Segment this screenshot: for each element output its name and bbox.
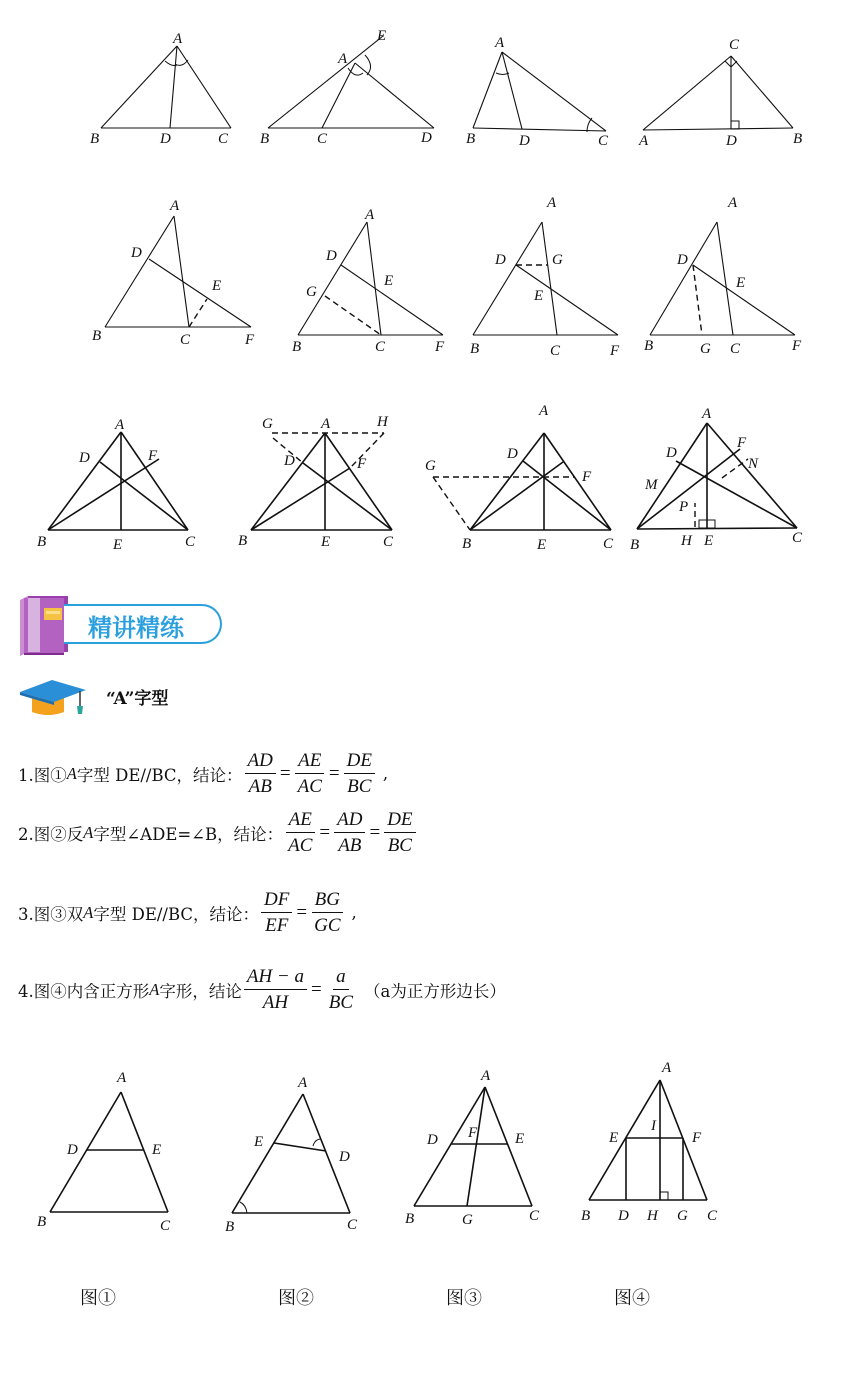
figure-r1-4 bbox=[638, 37, 802, 149]
point-label: C bbox=[729, 37, 740, 53]
point-label: A bbox=[639, 133, 649, 149]
figure-r2-3 bbox=[470, 195, 620, 359]
segment bbox=[650, 222, 717, 335]
point-label: E bbox=[321, 534, 331, 550]
point-label: A bbox=[728, 195, 738, 211]
rule-prefix: 4.图④内含正方形 bbox=[18, 981, 150, 1001]
point-label: G bbox=[552, 252, 563, 268]
rule-4 bbox=[18, 967, 506, 1012]
point-label: C bbox=[317, 131, 328, 147]
rule-letter: A bbox=[149, 979, 160, 999]
right-angle-mark bbox=[699, 520, 707, 528]
point-label: B bbox=[581, 1208, 591, 1224]
point-label: D bbox=[131, 245, 142, 261]
point-label: D bbox=[519, 133, 530, 149]
figure-fig2 bbox=[225, 1075, 358, 1235]
point-label: F bbox=[245, 332, 255, 348]
segment bbox=[502, 52, 522, 129]
segment bbox=[101, 46, 177, 128]
equals-sign: = bbox=[328, 762, 340, 784]
point-label: A bbox=[321, 416, 331, 432]
point-label: F bbox=[737, 435, 747, 451]
equals-sign: = bbox=[296, 901, 308, 923]
point-label: M bbox=[645, 477, 658, 493]
point-label: B bbox=[225, 1219, 235, 1235]
point-label: B bbox=[793, 131, 803, 147]
segment bbox=[268, 36, 383, 128]
segment bbox=[367, 222, 381, 335]
segment bbox=[473, 52, 502, 128]
segment bbox=[707, 423, 797, 528]
section-banner bbox=[18, 594, 228, 658]
dashed-segment bbox=[325, 296, 381, 335]
equals-sign: = bbox=[279, 762, 291, 784]
point-label: D bbox=[67, 1142, 78, 1158]
segment bbox=[232, 1094, 303, 1213]
figure-fig4 bbox=[581, 1060, 718, 1224]
point-label: A bbox=[170, 198, 180, 214]
segment bbox=[100, 462, 188, 530]
dashed-segment bbox=[350, 433, 384, 468]
rule-2 bbox=[18, 810, 424, 855]
point-label: C bbox=[185, 534, 196, 550]
figure-r3-3 bbox=[425, 403, 614, 553]
point-label: E bbox=[113, 537, 123, 553]
figure-r1-2 bbox=[260, 28, 434, 147]
point-label: C bbox=[347, 1217, 358, 1233]
point-label: B bbox=[292, 339, 302, 355]
point-label: G bbox=[425, 458, 436, 474]
point-label: C bbox=[529, 1208, 540, 1224]
rule-prefix: 3.图③双 bbox=[18, 904, 84, 924]
figure-r2-1 bbox=[92, 198, 255, 348]
rule-text: 字型 DE//BC，结论： bbox=[76, 765, 243, 785]
fraction: $\frac{AE}{AC}$ bbox=[285, 810, 315, 855]
point-label: D bbox=[284, 453, 295, 469]
fraction: $\frac{AH - a}{AH}$ bbox=[244, 967, 307, 1012]
point-label: C bbox=[792, 530, 803, 546]
rule-letter: A bbox=[83, 822, 94, 842]
figure-caption-3: 图③ bbox=[446, 1288, 482, 1309]
equals-sign: = bbox=[319, 821, 331, 843]
segment bbox=[274, 1143, 326, 1151]
point-label: C bbox=[707, 1208, 718, 1224]
right-angle-mark bbox=[731, 121, 739, 129]
segment bbox=[251, 433, 325, 530]
point-label: A bbox=[662, 1060, 672, 1076]
point-label: A bbox=[338, 51, 348, 67]
point-label: G bbox=[462, 1212, 473, 1228]
point-label: D bbox=[726, 133, 737, 149]
fraction: $\frac{AE}{AC}$ bbox=[295, 751, 325, 796]
point-label: A bbox=[702, 406, 712, 422]
point-label: E bbox=[537, 537, 547, 553]
segment bbox=[303, 463, 392, 530]
figure-r1-3 bbox=[466, 35, 609, 149]
fraction: $\frac{a}{BC}$ bbox=[328, 966, 353, 1013]
point-label: D bbox=[421, 130, 432, 146]
segment bbox=[717, 222, 733, 335]
point-label: B bbox=[90, 131, 100, 147]
graduation-cap-icon bbox=[18, 676, 88, 716]
point-label: F bbox=[435, 339, 445, 355]
point-label: F bbox=[582, 469, 592, 485]
point-label: E bbox=[515, 1131, 525, 1147]
segment bbox=[325, 433, 392, 530]
point-label: G bbox=[306, 284, 317, 300]
figure-r2-2 bbox=[292, 207, 445, 355]
segment bbox=[121, 432, 188, 530]
point-label: B bbox=[466, 131, 476, 147]
segment bbox=[542, 222, 557, 335]
rule-suffix: , bbox=[351, 903, 357, 922]
segment bbox=[414, 1087, 485, 1206]
point-label: C bbox=[160, 1218, 171, 1234]
rule-prefix: 2.图②反 bbox=[18, 824, 84, 844]
point-label: E bbox=[534, 288, 544, 304]
point-label: N bbox=[748, 456, 759, 472]
point-label: B bbox=[644, 338, 654, 354]
segment bbox=[170, 46, 177, 128]
dashed-segment bbox=[433, 477, 470, 530]
point-label: D bbox=[677, 252, 688, 268]
segment bbox=[467, 1087, 485, 1206]
figure-r1-1 bbox=[90, 31, 231, 147]
rule-suffix: , bbox=[382, 764, 389, 783]
point-label: E bbox=[254, 1134, 264, 1150]
point-label: B bbox=[630, 537, 640, 553]
point-label: C bbox=[603, 536, 614, 552]
figure-r3-4 bbox=[630, 406, 803, 553]
point-label: A bbox=[298, 1075, 308, 1091]
right-angle-mark bbox=[707, 520, 715, 528]
segment bbox=[637, 528, 797, 529]
segment bbox=[298, 222, 367, 335]
point-label: C bbox=[218, 131, 229, 147]
point-label: D bbox=[326, 248, 337, 264]
point-label: C bbox=[730, 341, 741, 357]
point-label: B bbox=[462, 536, 472, 552]
segment bbox=[355, 63, 434, 128]
point-label: F bbox=[148, 448, 158, 464]
segment bbox=[676, 461, 797, 528]
segment bbox=[470, 462, 563, 530]
segment bbox=[516, 265, 618, 335]
point-label: G bbox=[677, 1208, 688, 1224]
segment bbox=[48, 432, 121, 530]
fraction: $\frac{AD}{AB}$ bbox=[334, 810, 365, 855]
point-label: D bbox=[495, 252, 506, 268]
rule-suffix: （a为正方形边长） bbox=[364, 981, 506, 1001]
segment bbox=[589, 1080, 660, 1200]
figure-r2-4 bbox=[644, 195, 802, 357]
point-label: A bbox=[115, 417, 125, 433]
point-label: E bbox=[377, 28, 387, 44]
point-label: A bbox=[173, 31, 183, 47]
point-label: B bbox=[92, 328, 102, 344]
point-label: C bbox=[375, 339, 386, 355]
point-label: E bbox=[212, 278, 222, 294]
angle-mark bbox=[348, 68, 363, 75]
point-label: E bbox=[704, 533, 714, 549]
rule-1 bbox=[18, 751, 388, 796]
rule-letter: A bbox=[83, 902, 94, 922]
fraction: $\frac{DE}{BC}$ bbox=[384, 810, 415, 855]
segment bbox=[50, 1092, 121, 1212]
segment bbox=[523, 461, 611, 530]
right-angle-mark bbox=[660, 1192, 668, 1200]
dashed-segment bbox=[722, 459, 748, 478]
angle-mark bbox=[175, 60, 188, 65]
angle-mark bbox=[313, 1139, 321, 1146]
fraction: $\frac{AD}{AB}$ bbox=[245, 751, 276, 796]
equals-sign: = bbox=[369, 821, 381, 843]
rule-text: 字型 DE//BC，结论： bbox=[93, 904, 260, 924]
point-label: B bbox=[470, 341, 480, 357]
figure-caption-4: 图④ bbox=[614, 1288, 650, 1309]
point-label: E bbox=[384, 273, 394, 289]
figure-fig1 bbox=[37, 1070, 171, 1234]
point-label: H bbox=[681, 533, 692, 549]
segment bbox=[637, 423, 707, 529]
point-label: B bbox=[405, 1211, 415, 1227]
point-label: C bbox=[383, 534, 394, 550]
point-label: F bbox=[468, 1125, 478, 1141]
figure-r3-2 bbox=[238, 414, 394, 550]
equals-sign: = bbox=[311, 978, 322, 1000]
segment bbox=[502, 52, 606, 131]
point-label: P bbox=[679, 499, 689, 515]
segment bbox=[643, 56, 731, 130]
rule-text: 字型∠ADE=∠B，结论： bbox=[93, 824, 284, 844]
point-label: F bbox=[610, 343, 620, 359]
rule-3 bbox=[18, 890, 357, 935]
point-label: H bbox=[647, 1208, 658, 1224]
point-label: D bbox=[666, 445, 677, 461]
point-label: D bbox=[79, 450, 90, 466]
fraction: $\frac{DE}{BC}$ bbox=[344, 751, 375, 796]
segment bbox=[544, 433, 611, 530]
segment bbox=[177, 46, 231, 128]
point-label: D bbox=[339, 1149, 350, 1165]
point-label: F bbox=[692, 1130, 702, 1146]
segment bbox=[251, 468, 350, 530]
point-label: I bbox=[651, 1118, 656, 1134]
point-label: E bbox=[152, 1142, 162, 1158]
fraction: $\frac{BG}{GC}$ bbox=[311, 890, 343, 935]
segment bbox=[322, 63, 355, 128]
point-label: B bbox=[37, 1214, 47, 1230]
banner-title: 精讲精练 bbox=[88, 614, 184, 642]
segment bbox=[731, 56, 793, 128]
point-label: B bbox=[260, 131, 270, 147]
point-label: F bbox=[792, 338, 802, 354]
point-label: E bbox=[736, 275, 746, 291]
point-label: C bbox=[598, 133, 609, 149]
segment bbox=[485, 1087, 532, 1206]
figure-caption-2: 图② bbox=[278, 1288, 314, 1309]
point-label: A bbox=[539, 403, 549, 419]
angle-mark bbox=[240, 1202, 247, 1213]
point-label: B bbox=[238, 533, 248, 549]
figure-fig3 bbox=[405, 1068, 540, 1228]
rule-prefix: 1.图① bbox=[18, 765, 67, 785]
fraction: $\frac{DF}{EF}$ bbox=[261, 890, 292, 935]
point-label: A bbox=[547, 195, 557, 211]
point-label: D bbox=[160, 131, 171, 147]
point-label: A bbox=[495, 35, 505, 51]
point-label: A bbox=[481, 1068, 491, 1084]
point-label: H bbox=[377, 414, 388, 430]
point-label: C bbox=[180, 332, 191, 348]
point-label: D bbox=[618, 1208, 629, 1224]
point-label: D bbox=[507, 446, 518, 462]
figure-caption-1: 图① bbox=[80, 1288, 116, 1309]
segment bbox=[105, 216, 174, 327]
point-label: B bbox=[37, 534, 47, 550]
segment bbox=[473, 222, 542, 335]
segment bbox=[643, 128, 793, 130]
point-label: A bbox=[117, 1070, 127, 1086]
point-label: D bbox=[427, 1132, 438, 1148]
point-label: C bbox=[550, 343, 561, 359]
figure-r3-1 bbox=[37, 417, 196, 553]
rule-letter: A bbox=[66, 763, 77, 783]
point-label: F bbox=[357, 456, 367, 472]
point-label: E bbox=[609, 1130, 619, 1146]
segment bbox=[473, 128, 606, 131]
rule-text: 字形，结论 bbox=[159, 981, 242, 1001]
segment bbox=[174, 216, 189, 327]
dashed-segment bbox=[189, 299, 207, 327]
point-label: G bbox=[262, 416, 273, 432]
dashed-segment bbox=[693, 265, 702, 335]
section-title: “A”字型 bbox=[106, 688, 169, 709]
point-label: G bbox=[700, 341, 711, 357]
point-label: A bbox=[365, 207, 375, 223]
section-heading bbox=[18, 676, 168, 716]
segment bbox=[149, 259, 251, 327]
